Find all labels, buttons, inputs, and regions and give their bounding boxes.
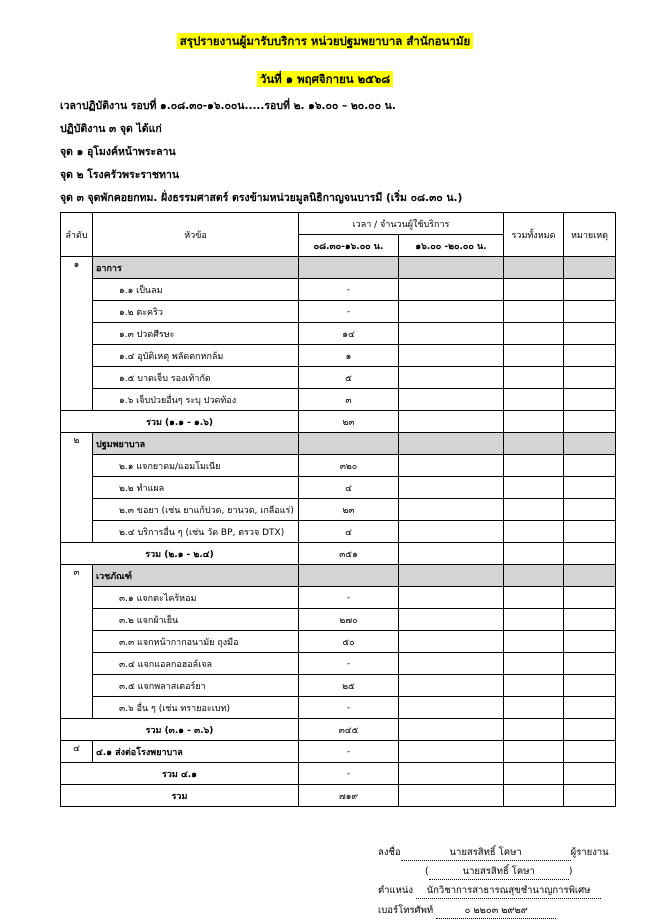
report-table: [60, 212, 616, 807]
table-row: [61, 455, 616, 477]
item-value: -: [299, 653, 399, 675]
position-prefix: ตำแหน่ง: [378, 885, 414, 896]
referral-sum-row: [61, 763, 616, 785]
point-3-line: จุด ๓ จุดพักคอยกทม. ฝั่งธรรมศาสตร์ ตรงข้ามหน่วยมูลนิธิกาญจนบารมี (เริ่ม ๐๘.๓๐ น.): [60, 192, 463, 204]
header-topic: หัวข้อ: [93, 213, 299, 257]
item-label: ๒.๒ ทำแผล: [93, 477, 299, 499]
item-label: ๓.๑ แจกตะไคร้หอม: [93, 587, 299, 609]
item-value: ๒๕: [299, 675, 399, 697]
referral-sum-label: รวม ๔.๑: [61, 763, 299, 785]
header-index: ลำดับ: [61, 213, 93, 257]
section-sum-row-2: [61, 543, 616, 565]
table-row: [61, 477, 616, 499]
table-row: [61, 675, 616, 697]
item-value: ๒๓: [299, 499, 399, 521]
section-name-2: ปฐมพยาบาล: [93, 433, 299, 455]
item-label: ๓.๓ แจกหน้ากากอนามัย ถุงมือ: [93, 631, 299, 653]
section-name-1: อาการ: [93, 257, 299, 279]
section-name-3: เวชภัณฑ์: [93, 565, 299, 587]
section-sum-row-1: [61, 411, 616, 433]
item-value: -: [299, 697, 399, 719]
item-value: -: [299, 279, 399, 301]
item-label: ๑.๔ อุบัติเหตุ พลัดตกหกล้ม: [93, 345, 299, 367]
item-value: ๔: [299, 521, 399, 543]
section-sum-label: รวม (๒.๑ - ๒.๔): [61, 543, 299, 565]
grand-total-value: ๗๑๙: [299, 785, 399, 807]
signature-line: [378, 845, 609, 861]
report-title-wrap: [0, 33, 650, 51]
table-row: [61, 301, 616, 323]
report-title: สรุปรายงานผู้มารับบริการ หน่วยปฐมพยาบาล สำนักอนามัย: [177, 33, 473, 49]
item-value: ๓๒๐: [299, 455, 399, 477]
signer-paren-name: นายสรสิทธิ์ โคษา: [429, 864, 569, 880]
item-value: -: [299, 587, 399, 609]
table-row: [61, 697, 616, 719]
phone-prefix: เบอร์โทรศัพท์: [378, 905, 434, 916]
section-sum-value: ๒๓: [299, 411, 399, 433]
grand-total-label: รวม: [61, 785, 299, 807]
item-label: ๓.๕ แจกพลาสเตอร์ยา: [93, 675, 299, 697]
referral-index: ๔: [61, 741, 93, 763]
point-1-line: จุด ๑ อุโมงค์หน้าพระลาน: [60, 146, 176, 158]
report-date: วันที่ ๑ พฤศจิกายน ๒๕๖๘: [257, 71, 393, 87]
table-row: [61, 389, 616, 411]
table-row: [61, 521, 616, 543]
section-row-2: [61, 433, 616, 455]
point-2-line: จุด ๒ โรงครัวพระราชทาน: [60, 169, 180, 181]
item-value: ๑๔: [299, 323, 399, 345]
item-label: ๑.๓ ปวดศีรษะ: [93, 323, 299, 345]
header-slot-1: ๐๘.๓๐-๑๖.๐๐ น.: [299, 235, 399, 257]
table-row: [61, 631, 616, 653]
section-sum-value: ๓๔๕: [299, 719, 399, 741]
table-row: [61, 609, 616, 631]
item-label: ๑.๑ เป็นลม: [93, 279, 299, 301]
phone-value: ๐ ๒๒๐๓ ๒๙๒๙: [436, 903, 556, 919]
signer-name: นายสรสิทธิ์ โคษา: [401, 845, 571, 861]
item-value: ๕๐: [299, 631, 399, 653]
phone-line: [378, 903, 556, 919]
item-value: -: [299, 301, 399, 323]
section-index-1: ๑: [61, 257, 93, 411]
header-total: รวมทั้งหมด: [504, 213, 564, 257]
item-label: ๒.๑ แจกยาดม/แอมโมเนีย: [93, 455, 299, 477]
item-label: ๓.๖ อื่น ๆ (เช่น ทรายอะเบท): [93, 697, 299, 719]
item-label: ๑.๕ บาดเจ็บ รองเท้ากัด: [93, 367, 299, 389]
header-note: หมายเหตุ: [564, 213, 616, 257]
section-sum-label: รวม (๑.๑ - ๑.๖): [61, 411, 299, 433]
table-row: [61, 279, 616, 301]
referral-label: ๔.๑ ส่งต่อโรงพยาบาล: [93, 741, 299, 763]
referral-value: -: [299, 741, 399, 763]
section-sum-value: ๓๕๑: [299, 543, 399, 565]
item-label: ๒.๓ ขอยา (เช่น ยาแก้ปวด, ยานวด, เกลือแร่): [93, 499, 299, 521]
header-slot-2: ๑๖.๐๐ -๒๐.๐๐ น.: [399, 235, 504, 257]
item-value: ๑: [299, 345, 399, 367]
table-row: [61, 653, 616, 675]
item-label: ๓.๒ แจกผ้าเย็น: [93, 609, 299, 631]
table-row: [61, 367, 616, 389]
section-index-3: ๓: [61, 565, 93, 719]
signer-paren-line: ( นายสรสิทธิ์ โคษา ): [425, 864, 572, 880]
item-value: ๓: [299, 389, 399, 411]
item-value: ๔: [299, 477, 399, 499]
item-label: ๑.๒ ตะคริว: [93, 301, 299, 323]
sign-suffix: ผู้รายงาน: [570, 847, 609, 858]
item-label: ๓.๔ แจกแอลกอฮอล์เจล: [93, 653, 299, 675]
referral-sum-value: -: [299, 763, 399, 785]
table-row: [61, 587, 616, 609]
table-row: [61, 499, 616, 521]
referral-row: [61, 741, 616, 763]
sign-prefix: ลงชื่อ: [378, 847, 401, 858]
position-line: [378, 883, 601, 899]
section-sum-label: รวม (๓.๑ - ๓.๖): [61, 719, 299, 741]
section-sum-row-3: [61, 719, 616, 741]
section-row-1: [61, 257, 616, 279]
position-value: นักวิชาการสาธารณสุขชำนาญการพิเศษ: [416, 883, 601, 899]
header-time-group: เวลา / จำนวนผู้ใช้บริการ: [299, 213, 504, 235]
item-label: ๑.๖ เจ็บป่วยอื่นๆ ระบุ ปวดท้อง: [93, 389, 299, 411]
item-label: ๒.๔ บริการอื่น ๆ (เช่น วัด BP, ตรวจ DTX): [93, 521, 299, 543]
table-row: [61, 345, 616, 367]
report-date-wrap: [0, 71, 650, 89]
item-value: ๕: [299, 367, 399, 389]
section-row-3: [61, 565, 616, 587]
work-hours-line: เวลาปฏิบัติงาน รอบที่ ๑.๐๘.๓๐-๑๖.๐๐น.....รอบที่ ๒. ๑๖.๐๐ – ๒๐.๐๐ น.: [60, 100, 396, 112]
points-intro-line: ปฏิบัติงาน ๓ จุด ได้แก่: [60, 123, 162, 135]
section-index-2: ๒: [61, 433, 93, 543]
table-row: [61, 323, 616, 345]
grand-total-row: [61, 785, 616, 807]
item-value: ๒๗๐: [299, 609, 399, 631]
